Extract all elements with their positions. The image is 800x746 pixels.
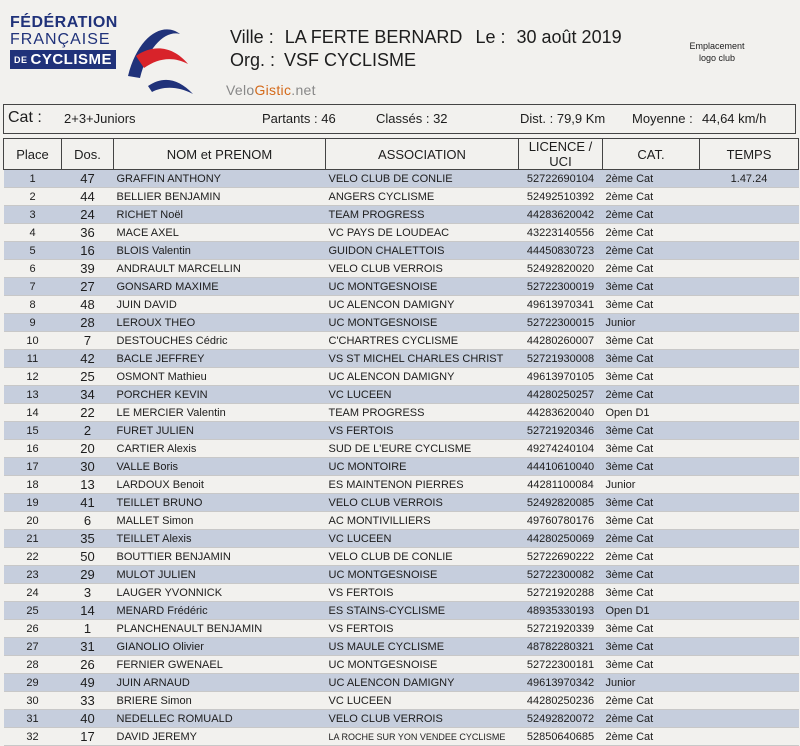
cell-place: 25 — [4, 602, 62, 620]
cell-place: 27 — [4, 638, 62, 656]
race-header — [230, 26, 622, 72]
cell-dos: 36 — [62, 224, 114, 242]
table-row — [4, 476, 799, 494]
cell-nom: BOUTTIER BENJAMIN — [114, 548, 326, 566]
cell-assoc: UC MONTGESNOISE — [326, 314, 519, 332]
cell-nom: GONSARD MAXIME — [114, 278, 326, 296]
cell-licence: 52492820020 — [519, 260, 603, 278]
table-row — [4, 728, 799, 746]
cell-temps — [700, 440, 799, 458]
cell-cat: 2ème Cat — [603, 548, 700, 566]
table-row — [4, 188, 799, 206]
cell-assoc: UC MONTGESNOISE — [326, 656, 519, 674]
cell-temps — [700, 692, 799, 710]
cell-licence: 52492510392 — [519, 188, 603, 206]
cell-nom: TEILLET BRUNO — [114, 494, 326, 512]
cell-dos: 30 — [62, 458, 114, 476]
cell-cat: Open D1 — [603, 602, 700, 620]
ville-line — [230, 26, 622, 49]
cell-dos: 16 — [62, 242, 114, 260]
cell-temps — [700, 620, 799, 638]
cell-assoc: C'CHARTRES CYCLISME — [326, 332, 519, 350]
distance: Dist. : 79,9 Km — [520, 111, 606, 126]
cell-nom: RICHET Noël — [114, 206, 326, 224]
cell-licence: 52850640685 — [519, 728, 603, 746]
cell-dos: 39 — [62, 260, 114, 278]
cell-licence: 49613970342 — [519, 674, 603, 692]
cell-place: 31 — [4, 710, 62, 728]
cell-place: 8 — [4, 296, 62, 314]
cell-licence: 44280250236 — [519, 692, 603, 710]
cell-licence: 48935330193 — [519, 602, 603, 620]
cell-nom: NEDELLEC ROMUALD — [114, 710, 326, 728]
cell-assoc: VS FERTOIS — [326, 620, 519, 638]
cell-place: 6 — [4, 260, 62, 278]
cell-place: 7 — [4, 278, 62, 296]
cell-place: 23 — [4, 566, 62, 584]
table-row — [4, 296, 799, 314]
org-label: Org. : — [230, 50, 276, 70]
cell-cat: 2ème Cat — [603, 224, 700, 242]
ffc-logo-line1: FÉDÉRATION — [10, 14, 118, 31]
cell-place: 17 — [4, 458, 62, 476]
cell-licence: 52721920346 — [519, 422, 603, 440]
cell-dos: 41 — [62, 494, 114, 512]
cell-licence: 52722690104 — [519, 170, 603, 188]
cell-dos: 26 — [62, 656, 114, 674]
cell-place: 29 — [4, 674, 62, 692]
cell-assoc: VC LUCEEN — [326, 386, 519, 404]
cell-nom: MULOT JULIEN — [114, 566, 326, 584]
cell-cat: 3ème Cat — [603, 422, 700, 440]
cell-temps — [700, 728, 799, 746]
cell-nom: GIANOLIO Olivier — [114, 638, 326, 656]
partants: Partants : 46 — [262, 111, 336, 126]
cell-temps — [700, 674, 799, 692]
cell-dos: 35 — [62, 530, 114, 548]
cell-licence: 49760780176 — [519, 512, 603, 530]
results-body — [4, 170, 799, 746]
cell-assoc: VS FERTOIS — [326, 584, 519, 602]
cell-cat: 3ème Cat — [603, 494, 700, 512]
cell-nom: BLOIS Valentin — [114, 242, 326, 260]
cell-temps — [700, 602, 799, 620]
cell-nom: GRAFFIN ANTHONY — [114, 170, 326, 188]
cell-temps — [700, 350, 799, 368]
cell-place: 16 — [4, 440, 62, 458]
cell-assoc: AC MONTIVILLIERS — [326, 512, 519, 530]
cell-temps — [700, 656, 799, 674]
col-licence: LICENCE / UCI — [519, 139, 603, 170]
table-row — [4, 656, 799, 674]
cell-dos: 29 — [62, 566, 114, 584]
cell-dos: 17 — [62, 728, 114, 746]
table-row — [4, 548, 799, 566]
table-row — [4, 530, 799, 548]
cell-cat: 3ème Cat — [603, 440, 700, 458]
cell-dos: 14 — [62, 602, 114, 620]
cell-licence: 44283620042 — [519, 206, 603, 224]
cell-dos: 31 — [62, 638, 114, 656]
cat-value: 2+3+Juniors — [64, 111, 136, 126]
ffc-logo-band-prefix: DE — [14, 55, 28, 66]
cell-temps — [700, 494, 799, 512]
cell-licence: 52492820072 — [519, 710, 603, 728]
cell-dos: 7 — [62, 332, 114, 350]
cell-temps — [700, 332, 799, 350]
cell-dos: 40 — [62, 710, 114, 728]
table-row — [4, 512, 799, 530]
cell-nom: FERNIER GWENAEL — [114, 656, 326, 674]
cell-licence: 44280250257 — [519, 386, 603, 404]
cell-assoc: VELO CLUB DE CONLIE — [326, 548, 519, 566]
table-row — [4, 620, 799, 638]
cell-nom: PLANCHENAULT BENJAMIN — [114, 620, 326, 638]
velogistic-part-b: Gistic — [254, 82, 292, 98]
ville-value: LA FERTE BERNARD — [284, 27, 463, 47]
cell-temps — [700, 260, 799, 278]
cell-dos: 44 — [62, 188, 114, 206]
cell-temps — [700, 386, 799, 404]
cell-assoc: ES MAINTENON PIERRES — [326, 476, 519, 494]
cell-temps — [700, 710, 799, 728]
cell-cat: 3ème Cat — [603, 638, 700, 656]
cell-nom: LE MERCIER Valentin — [114, 404, 326, 422]
cell-dos: 20 — [62, 440, 114, 458]
table-row — [4, 692, 799, 710]
cell-nom: DAVID JEREMY — [114, 728, 326, 746]
cell-temps — [700, 422, 799, 440]
cell-assoc: VELO CLUB VERROIS — [326, 710, 519, 728]
cell-dos: 2 — [62, 422, 114, 440]
cell-dos: 24 — [62, 206, 114, 224]
cell-dos: 33 — [62, 692, 114, 710]
cell-nom: ANDRAULT MARCELLIN — [114, 260, 326, 278]
cell-dos: 25 — [62, 368, 114, 386]
table-row — [4, 674, 799, 692]
table-row — [4, 494, 799, 512]
cell-place: 5 — [4, 242, 62, 260]
cell-place: 26 — [4, 620, 62, 638]
col-dos: Dos. — [62, 139, 114, 170]
cell-licence: 48782280321 — [519, 638, 603, 656]
cell-licence: 52492820085 — [519, 494, 603, 512]
cell-cat: 3ème Cat — [603, 278, 700, 296]
cell-temps — [700, 206, 799, 224]
cell-licence: 44280250069 — [519, 530, 603, 548]
velogistic-brand — [226, 82, 316, 98]
cyclist-swoosh-icon — [118, 16, 198, 96]
cell-dos: 28 — [62, 314, 114, 332]
cell-assoc: US MAULE CYCLISME — [326, 638, 519, 656]
col-assoc: ASSOCIATION — [326, 139, 519, 170]
cell-cat: 3ème Cat — [603, 350, 700, 368]
cell-temps — [700, 638, 799, 656]
cell-nom: VALLE Boris — [114, 458, 326, 476]
cell-assoc: SUD DE L'EURE CYCLISME — [326, 440, 519, 458]
cell-place: 11 — [4, 350, 62, 368]
cell-cat: 2ème Cat — [603, 386, 700, 404]
cell-temps — [700, 278, 799, 296]
cell-place: 4 — [4, 224, 62, 242]
cell-place: 15 — [4, 422, 62, 440]
cell-place: 22 — [4, 548, 62, 566]
cell-cat: 3ème Cat — [603, 620, 700, 638]
cell-cat: 2ème Cat — [603, 188, 700, 206]
cell-assoc: UC ALENCON DAMIGNY — [326, 296, 519, 314]
cat-label: Cat : — [8, 109, 42, 126]
cell-nom: CARTIER Alexis — [114, 440, 326, 458]
cell-assoc: TEAM PROGRESS — [326, 404, 519, 422]
classes: Classés : 32 — [376, 111, 448, 126]
cell-assoc: VS ST MICHEL CHARLES CHRIST — [326, 350, 519, 368]
cell-cat: 3ème Cat — [603, 656, 700, 674]
col-cat: CAT. — [603, 139, 700, 170]
cell-cat: 3ème Cat — [603, 566, 700, 584]
cell-licence: 44410610040 — [519, 458, 603, 476]
cell-temps — [700, 512, 799, 530]
cell-assoc: VELO CLUB VERROIS — [326, 260, 519, 278]
cell-cat: 3ème Cat — [603, 458, 700, 476]
ffc-logo-band-text: CYCLISME — [30, 51, 113, 68]
cell-dos: 34 — [62, 386, 114, 404]
cell-cat: 3ème Cat — [603, 584, 700, 602]
cell-place: 10 — [4, 332, 62, 350]
table-row — [4, 332, 799, 350]
ffc-logo-band — [10, 50, 116, 69]
cell-assoc: LA ROCHE SUR YON VENDEE CYCLISME — [326, 728, 519, 746]
cell-temps — [700, 458, 799, 476]
col-place: Place — [4, 139, 62, 170]
cell-licence: 52722300019 — [519, 278, 603, 296]
cell-licence: 52722300181 — [519, 656, 603, 674]
cell-licence: 52721920339 — [519, 620, 603, 638]
cell-cat: 3ème Cat — [603, 332, 700, 350]
table-row — [4, 566, 799, 584]
cell-dos: 1 — [62, 620, 114, 638]
cell-assoc: VC LUCEEN — [326, 692, 519, 710]
cell-assoc: VS FERTOIS — [326, 422, 519, 440]
cell-nom: DESTOUCHES Cédric — [114, 332, 326, 350]
ville-label: Ville : — [230, 27, 274, 47]
cell-nom: JUIN ARNAUD — [114, 674, 326, 692]
date-value: 30 août 2019 — [516, 27, 622, 47]
cell-nom: OSMONT Mathieu — [114, 368, 326, 386]
cell-place: 19 — [4, 494, 62, 512]
cell-place: 21 — [4, 530, 62, 548]
cell-nom: BRIERE Simon — [114, 692, 326, 710]
cell-dos: 47 — [62, 170, 114, 188]
cell-dos: 3 — [62, 584, 114, 602]
ffc-logo — [10, 14, 200, 94]
cell-place: 30 — [4, 692, 62, 710]
race-summary-bar — [3, 104, 796, 134]
cell-cat: Junior — [603, 674, 700, 692]
results-table — [3, 138, 799, 746]
cell-nom: MACE AXEL — [114, 224, 326, 242]
cell-temps — [700, 368, 799, 386]
table-row — [4, 242, 799, 260]
cell-licence: 52722300015 — [519, 314, 603, 332]
cell-cat: 2ème Cat — [603, 530, 700, 548]
cell-temps — [700, 530, 799, 548]
cell-assoc: VC LUCEEN — [326, 530, 519, 548]
cell-temps: 1.47.24 — [700, 170, 799, 188]
cell-licence: 52722300082 — [519, 566, 603, 584]
cell-assoc: VELO CLUB VERROIS — [326, 494, 519, 512]
cell-assoc: ES STAINS-CYCLISME — [326, 602, 519, 620]
cell-temps — [700, 566, 799, 584]
cell-cat: 2ème Cat — [603, 710, 700, 728]
cell-nom: LEROUX THEO — [114, 314, 326, 332]
table-row — [4, 710, 799, 728]
cell-temps — [700, 242, 799, 260]
table-row — [4, 422, 799, 440]
table-row — [4, 224, 799, 242]
cell-licence: 49613970105 — [519, 368, 603, 386]
cell-assoc: UC MONTGESNOISE — [326, 566, 519, 584]
table-row — [4, 350, 799, 368]
cell-temps — [700, 476, 799, 494]
cell-place: 24 — [4, 584, 62, 602]
cell-place: 12 — [4, 368, 62, 386]
cell-assoc: VC PAYS DE LOUDEAC — [326, 224, 519, 242]
cell-temps — [700, 404, 799, 422]
cell-licence: 44281100084 — [519, 476, 603, 494]
table-row — [4, 278, 799, 296]
table-row — [4, 440, 799, 458]
cell-assoc: UC MONTGESNOISE — [326, 278, 519, 296]
cell-nom: PORCHER KEVIN — [114, 386, 326, 404]
table-row — [4, 602, 799, 620]
cell-place: 2 — [4, 188, 62, 206]
cell-cat: Junior — [603, 314, 700, 332]
org-line — [230, 49, 622, 72]
emplacement-line2: logo club — [698, 53, 736, 63]
cell-cat: Open D1 — [603, 404, 700, 422]
velogistic-part-c: .net — [291, 82, 316, 98]
cell-nom: FURET JULIEN — [114, 422, 326, 440]
cell-place: 9 — [4, 314, 62, 332]
cell-dos: 27 — [62, 278, 114, 296]
cell-place: 32 — [4, 728, 62, 746]
cell-cat: 3ème Cat — [603, 296, 700, 314]
moyenne-value: 44,64 km/h — [702, 111, 767, 126]
emplacement-line1: Emplacement — [689, 41, 745, 51]
table-row — [4, 584, 799, 602]
cell-temps — [700, 584, 799, 602]
cell-licence: 52721920288 — [519, 584, 603, 602]
cell-place: 1 — [4, 170, 62, 188]
cell-licence: 43223140556 — [519, 224, 603, 242]
cell-cat: 2ème Cat — [603, 728, 700, 746]
cell-licence: 52721930008 — [519, 350, 603, 368]
org-value: VSF CYCLISME — [284, 50, 417, 70]
cell-assoc: VELO CLUB DE CONLIE — [326, 170, 519, 188]
cell-licence: 49274240104 — [519, 440, 603, 458]
cell-nom: LARDOUX Benoit — [114, 476, 326, 494]
table-row — [4, 458, 799, 476]
cell-licence: 52722690222 — [519, 548, 603, 566]
cell-assoc: TEAM PROGRESS — [326, 206, 519, 224]
cell-licence: 44283620040 — [519, 404, 603, 422]
cell-nom: MENARD Frédéric — [114, 602, 326, 620]
cell-cat: 3ème Cat — [603, 368, 700, 386]
table-row — [4, 638, 799, 656]
table-row — [4, 260, 799, 278]
cell-dos: 50 — [62, 548, 114, 566]
cell-licence: 44280260007 — [519, 332, 603, 350]
col-nom: NOM et PRENOM — [114, 139, 326, 170]
cell-temps — [700, 224, 799, 242]
table-row — [4, 368, 799, 386]
cell-cat: 3ème Cat — [603, 512, 700, 530]
cell-dos: 6 — [62, 512, 114, 530]
cell-place: 28 — [4, 656, 62, 674]
cell-nom: LAUGER YVONNICK — [114, 584, 326, 602]
cell-dos: 42 — [62, 350, 114, 368]
table-row — [4, 206, 799, 224]
cell-assoc: ANGERS CYCLISME — [326, 188, 519, 206]
cell-nom: MALLET Simon — [114, 512, 326, 530]
cell-cat: 2ème Cat — [603, 206, 700, 224]
cell-assoc: GUIDON CHALETTOIS — [326, 242, 519, 260]
ffc-logo-line2: FRANÇAISE — [10, 31, 111, 48]
cell-cat: 2ème Cat — [603, 692, 700, 710]
col-temps: TEMPS — [700, 139, 799, 170]
club-logo-placeholder — [672, 40, 762, 64]
cell-cat: 2ème Cat — [603, 260, 700, 278]
cell-licence: 49613970341 — [519, 296, 603, 314]
cell-assoc: UC ALENCON DAMIGNY — [326, 674, 519, 692]
cell-cat: 2ème Cat — [603, 170, 700, 188]
velogistic-part-a: Velo — [226, 82, 255, 98]
cell-nom: BELLIER BENJAMIN — [114, 188, 326, 206]
cell-temps — [700, 314, 799, 332]
table-row — [4, 404, 799, 422]
cell-place: 18 — [4, 476, 62, 494]
cell-assoc: UC MONTOIRE — [326, 458, 519, 476]
cell-place: 3 — [4, 206, 62, 224]
cell-cat: 2ème Cat — [603, 242, 700, 260]
table-row — [4, 170, 799, 188]
cell-cat: Junior — [603, 476, 700, 494]
cell-dos: 13 — [62, 476, 114, 494]
cell-dos: 22 — [62, 404, 114, 422]
cell-dos: 48 — [62, 296, 114, 314]
cell-nom: JUIN DAVID — [114, 296, 326, 314]
cell-licence: 44450830723 — [519, 242, 603, 260]
cell-nom: TEILLET Alexis — [114, 530, 326, 548]
cell-assoc: UC ALENCON DAMIGNY — [326, 368, 519, 386]
cell-place: 14 — [4, 404, 62, 422]
cell-temps — [700, 188, 799, 206]
cell-dos: 49 — [62, 674, 114, 692]
table-row — [4, 386, 799, 404]
results-header-row — [4, 139, 799, 170]
cell-place: 20 — [4, 512, 62, 530]
cell-temps — [700, 296, 799, 314]
cell-temps — [700, 548, 799, 566]
moyenne-label: Moyenne : — [632, 111, 693, 126]
cell-nom: BACLE JEFFREY — [114, 350, 326, 368]
date-label: Le : — [475, 27, 506, 47]
cell-place: 13 — [4, 386, 62, 404]
table-row — [4, 314, 799, 332]
